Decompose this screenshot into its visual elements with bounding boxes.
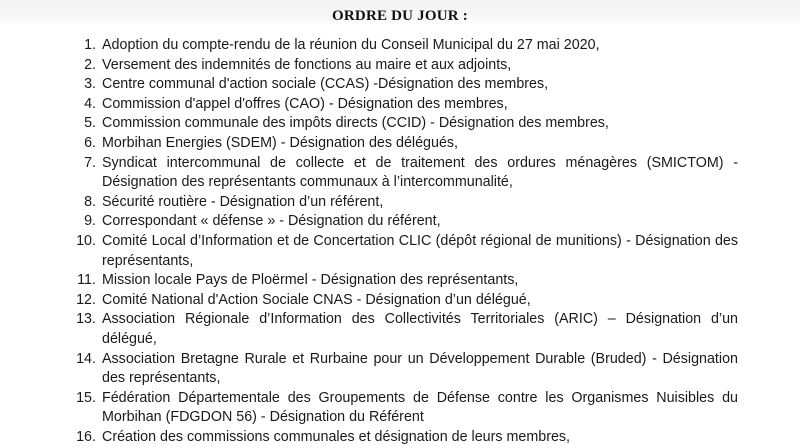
item-number: 12 .: [60, 291, 96, 311]
item-number: 13 .: [60, 310, 96, 330]
agenda-list: [0, 36, 800, 447]
list-item: [0, 271, 800, 291]
item-text: Fédération Départementale des Groupements de Défense contre les Organismes Nuisibles du Morbihan (FDGDON 56) - Désignation du Référent: [102, 389, 738, 426]
item-text: Sécurité routière - Désignation d’un référent,: [102, 193, 384, 210]
item-text: Morbihan Energies (SDEM) - Désignation des délégués,: [102, 134, 459, 151]
list-item: [0, 75, 800, 95]
list-item: [0, 310, 800, 349]
item-number: 16 .: [60, 428, 96, 448]
list-item: [0, 134, 800, 154]
item-text: Création des commissions communales et désignation de leurs membres,: [102, 428, 571, 445]
item-number: 3 .: [60, 75, 96, 95]
item-number: 11 .: [60, 271, 96, 291]
item-number: 9 .: [60, 212, 96, 232]
list-item: [0, 95, 800, 115]
item-text: Association Bretagne Rurale et Rurbaine pour un Développement Durable (Bruded) - Désignation des représentants,: [102, 350, 738, 387]
item-text: Adoption du compte-rendu de la réunion du Conseil Municipal du 27 mai 2020,: [102, 37, 600, 53]
item-number: 4 .: [60, 95, 96, 115]
item-text: Commission d'appel d'offres (CAO) - Désignation des membres,: [102, 95, 508, 112]
item-text: Comité Local d’Information et de Concertation CLIC (dépôt régional de munitions) - Désignation des représentants,: [102, 232, 738, 269]
item-text: Association Régionale d’Information des Collectivités Territoriales (ARIC) – Désignation d’un délégué,: [102, 311, 738, 347]
page-title: ORDRE DU JOUR :: [332, 8, 468, 24]
list-item: [0, 291, 800, 311]
list-item: [0, 212, 800, 232]
item-text: Mission locale Pays de Ploërmel - Désignation des représentants,: [102, 272, 519, 289]
list-item: [0, 56, 800, 76]
item-text: Syndicat intercommunal de collecte et de traitement des ordures ménagères (SMICTOM) - Désignation des représentants communaux à l’intercommunalité,: [102, 154, 738, 191]
list-item: [0, 389, 800, 428]
item-number: 15 .: [60, 389, 96, 409]
item-number: 14 .: [60, 350, 96, 370]
item-number: 8 .: [60, 193, 96, 213]
list-item: [0, 350, 800, 389]
item-text: Versement des indemnités de fonctions au maire et aux adjoints,: [102, 56, 512, 73]
list-item: [0, 232, 800, 271]
item-number: 7 .: [60, 154, 96, 174]
list-item: [0, 154, 800, 193]
item-text: Commission communale des impôts directs (CCID) - Désignation des membres,: [102, 115, 609, 132]
item-number: 5 .: [60, 114, 96, 134]
item-number: 1 .: [60, 36, 96, 56]
list-item: [0, 36, 800, 56]
item-number: 10 .: [60, 232, 96, 252]
list-item: [0, 428, 800, 448]
item-number: 2 .: [60, 56, 96, 76]
item-text: Correspondant « défense » - Désignation du référent,: [102, 213, 441, 230]
item-number: 6 .: [60, 134, 96, 154]
item-text: Comité National d'Action Sociale CNAS - Désignation d’un délégué,: [102, 291, 531, 308]
item-text: Centre communal d'action sociale (CCAS) -Désignation des membres,: [102, 76, 549, 93]
list-item: [0, 193, 800, 213]
list-item: [0, 114, 800, 134]
